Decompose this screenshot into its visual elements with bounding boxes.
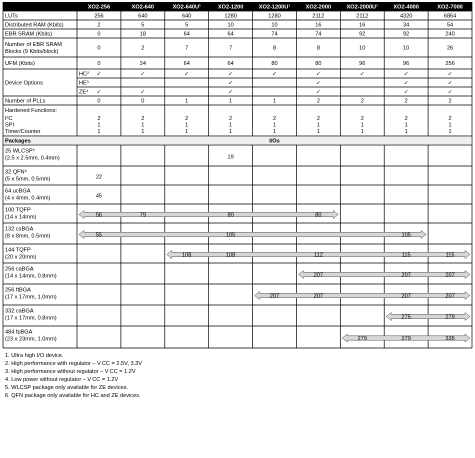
cell-value: 1 [316, 122, 320, 129]
io-count: 207 [445, 272, 455, 279]
io-count: 19 [227, 154, 234, 161]
row-label: Device Options [5, 80, 43, 87]
cell-value: 1 [229, 122, 233, 129]
row-label: LUTs [5, 13, 18, 20]
io-count: 108 [182, 252, 192, 259]
option-check: ✓ [403, 71, 409, 78]
cell-value: 2 [316, 116, 320, 122]
cell-value: 80 [315, 61, 322, 67]
packages-header: Packages [5, 138, 31, 145]
device-header: XO2-4000 [393, 4, 419, 11]
cell-value: 2 [404, 98, 408, 105]
io-count: 279 [357, 336, 367, 342]
package-name: 64 ucBGA [5, 188, 31, 195]
io-count: 56 [95, 212, 103, 219]
cell-value: 256 [445, 61, 455, 67]
footnote: 2. High performance with regulator – V CC = 2.5V, 3.3V [5, 361, 142, 367]
io-count: 79 [139, 212, 146, 219]
cell-value: 64 [183, 31, 190, 38]
cell-value: 2 [141, 116, 145, 122]
row-label: Number of EBR SRAM [5, 42, 62, 48]
footnote: 3. High performance without regulator – V CC = 1.2V [5, 369, 136, 375]
cell-value: 1 [229, 129, 233, 135]
row-label: Number of PLLs [5, 98, 46, 105]
package-dims: (4 x 4mm, 0.4mm) [5, 195, 51, 202]
option-check: ✓ [96, 71, 102, 78]
option-label: ZE⁴ [79, 89, 89, 96]
cell-value: 7 [229, 45, 233, 52]
cell-value: 1 [229, 98, 233, 105]
device-header: XO2-7000 [437, 4, 463, 11]
cell-value: 1280 [224, 13, 237, 20]
cell-value: 256 [94, 13, 104, 20]
device-header: XO2-1200 [217, 4, 244, 11]
cell-value: 1 [272, 129, 277, 135]
option-check: ✓ [316, 71, 321, 78]
availability-arrow [255, 292, 470, 300]
cell-value: 96 [403, 61, 410, 67]
io-count: 207 [401, 293, 411, 300]
io-count: 207 [269, 293, 280, 300]
cell-value: 1 [448, 122, 452, 129]
cell-value: 0 [97, 98, 101, 105]
cell-value: 8 [272, 45, 277, 52]
cell-value: 240 [445, 31, 455, 38]
cell-value: 7 [185, 45, 189, 52]
io-count: 279 [445, 314, 455, 321]
io-count: 207 [313, 293, 324, 300]
cell-value: 0 [97, 31, 101, 38]
cell-value: 2 [97, 22, 101, 29]
cell-value: 2 [360, 98, 364, 105]
package-dims: (17 x 17mm, 1.0mm) [5, 294, 57, 301]
io-count: 80 [227, 212, 234, 219]
package-dims: (8 x 8mm, 0.5mm) [5, 233, 51, 240]
cell-value: 1 [360, 129, 364, 135]
cell-value: 1280 [268, 13, 281, 20]
cell-value: 92 [403, 31, 410, 38]
option-check: ✓ [316, 80, 321, 87]
option-check: ✓ [228, 80, 233, 87]
cell-value: 16 [315, 22, 322, 29]
package-name: 332 caBGA [5, 308, 34, 315]
package-name: 25 WLCSP⁵ [5, 148, 35, 155]
io-count: 80 [315, 212, 322, 219]
cell-value: 5 [141, 22, 145, 29]
option-check: ✓ [403, 80, 409, 87]
device-header: XO2-640U¹ [172, 4, 201, 11]
cell-value: 2 [141, 45, 145, 52]
row-label: Hardened Functions: [5, 108, 57, 114]
package-dims: (20 x 20mm) [5, 254, 37, 261]
option-check: ✓ [228, 89, 233, 96]
row-label: Timer/Counter [5, 129, 41, 135]
package-name: 256 caBGA [5, 266, 34, 273]
device-header: XO2-1200U¹ [258, 4, 291, 11]
cell-value: 18 [139, 31, 146, 38]
cell-value: 1 [141, 129, 145, 135]
package-dims: (2.5 x 2.5mm, 0.4mm) [5, 155, 60, 162]
io-count: 22 [95, 174, 103, 181]
cell-value: 1 [97, 122, 101, 129]
io-count: 207 [401, 272, 411, 279]
cell-value: 10 [271, 22, 278, 29]
cell-value: 1 [448, 129, 452, 135]
packages-header-bg [3, 136, 471, 144]
cell-value: 24 [139, 61, 146, 67]
package-name: 100 TQFP [5, 207, 31, 214]
option-check: ✓ [403, 89, 409, 96]
cell-value: 1 [185, 98, 189, 105]
package-dims: (17 x 17mm, 0.8mm) [5, 315, 57, 322]
row-label: EBR SRAM (Kbits) [5, 31, 52, 38]
option-check: ✓ [359, 71, 365, 78]
cell-value: 2 [448, 116, 452, 122]
footnote: 1. Ultra high I/O device. [5, 353, 64, 359]
io-count: 105 [225, 232, 236, 239]
cell-value: 6864 [443, 13, 457, 20]
option-check: ✓ [184, 71, 190, 78]
cell-value: 64 [227, 61, 234, 67]
device-header: XO2-2000U¹ [346, 4, 378, 11]
option-check: ✓ [140, 89, 146, 96]
io-count: 279 [401, 336, 411, 342]
package-dims: (5 x 5mm, 0.5mm) [5, 176, 51, 183]
cell-value: 2 [229, 116, 233, 122]
io-count: 108 [225, 252, 236, 259]
option-label: HE³ [79, 80, 89, 87]
cell-value: 1 [185, 122, 189, 129]
option-check: ✓ [447, 71, 453, 78]
option-check: ✓ [447, 89, 453, 96]
package-name: 32 QFN⁶ [5, 169, 27, 176]
package-name: 144 TQFP [5, 247, 31, 254]
io-count: 112 [313, 252, 323, 259]
cell-value: 80 [271, 61, 278, 67]
cell-value: 2112 [312, 13, 325, 20]
cell-value: 34 [403, 22, 410, 29]
cell-value: 16 [359, 22, 366, 29]
cell-value: 2112 [356, 13, 369, 20]
io-count: 207 [313, 272, 324, 279]
io-count: 115 [445, 252, 455, 259]
cell-value: 2 [448, 98, 452, 105]
cell-value: 10 [359, 45, 366, 52]
option-check: ✓ [447, 80, 453, 87]
cell-value: 1 [360, 122, 364, 129]
option-check: ✓ [140, 71, 146, 78]
option-check: ✓ [272, 71, 277, 78]
cell-value: 26 [446, 45, 454, 52]
row-label: Blocks (9 Kbits/block) [5, 49, 59, 55]
row-label: Distributed RAM (Kbits) [5, 22, 64, 29]
io-count: 105 [401, 232, 411, 239]
cell-value: 64 [183, 61, 190, 67]
cell-value: 2 [316, 98, 320, 105]
package-dims: (14 x 14mm) [5, 214, 37, 221]
footnote: 4. Low power without regulator – V CC = 1.2V [5, 377, 119, 383]
option-label: HC² [79, 71, 89, 78]
cell-value: 1 [141, 122, 145, 129]
ios-header: I/Os [269, 138, 280, 145]
package-name: 256 ftBGA [5, 287, 31, 294]
cell-value: 2 [185, 116, 189, 122]
cell-value: 2 [97, 116, 101, 122]
cell-value: 2 [272, 116, 277, 122]
footnote: 5. WLCSP package only available for ZE devices. [5, 385, 129, 391]
cell-value: 92 [359, 31, 366, 38]
cell-value: 0 [141, 98, 145, 105]
device-header: XO2-640 [131, 4, 155, 11]
package-dims: (14 x 14mm, 0.8mm) [5, 273, 57, 280]
io-count: 207 [445, 293, 455, 300]
io-count: 55 [95, 232, 103, 239]
cell-value: 96 [359, 61, 366, 67]
cell-value: 64 [227, 31, 234, 38]
cell-value: 1 [272, 122, 277, 129]
row-label: I²C [5, 116, 13, 122]
cell-value: 640 [138, 13, 148, 20]
row-label: UFM (Kbits) [5, 61, 35, 67]
io-count: 45 [95, 193, 103, 200]
option-check: ✓ [228, 71, 233, 78]
row-label: SPI [5, 122, 15, 129]
cell-value: 4320 [399, 13, 413, 20]
cell-value: 0 [97, 61, 101, 67]
cell-value: 10 [403, 45, 410, 52]
package-name: 132 csBGA [5, 226, 34, 233]
footnote: 6. QFN package only available for HC and ZE devices. [5, 393, 141, 399]
cell-value: 1 [316, 129, 320, 135]
cell-value: 0 [97, 45, 101, 52]
cell-value: 74 [315, 31, 322, 38]
cell-value: 1 [97, 129, 101, 135]
cell-value: 1 [404, 122, 408, 129]
package-dims: (23 x 23mm, 1.0mm) [5, 336, 57, 343]
cell-value: 640 [182, 13, 192, 20]
cell-value: 1 [272, 98, 277, 105]
cell-value: 10 [227, 22, 234, 29]
option-check: ✓ [96, 89, 102, 96]
cell-value: 1 [404, 129, 408, 135]
io-count: 335 [445, 336, 455, 342]
cell-value: 54 [446, 22, 454, 29]
option-check: ✓ [316, 89, 321, 96]
cell-value: 8 [316, 45, 320, 52]
cell-value: 5 [185, 22, 189, 29]
cell-value: 1 [185, 129, 189, 135]
cell-value: 2 [404, 116, 408, 122]
io-count: 275 [401, 314, 411, 321]
cell-value: 74 [271, 31, 278, 38]
device-header: XO2-256 [87, 4, 111, 11]
cell-value: 2 [360, 116, 364, 122]
device-header: XO2-2000 [305, 4, 332, 11]
io-count: 115 [401, 252, 411, 259]
package-name: 484 fpBGA [5, 329, 33, 336]
